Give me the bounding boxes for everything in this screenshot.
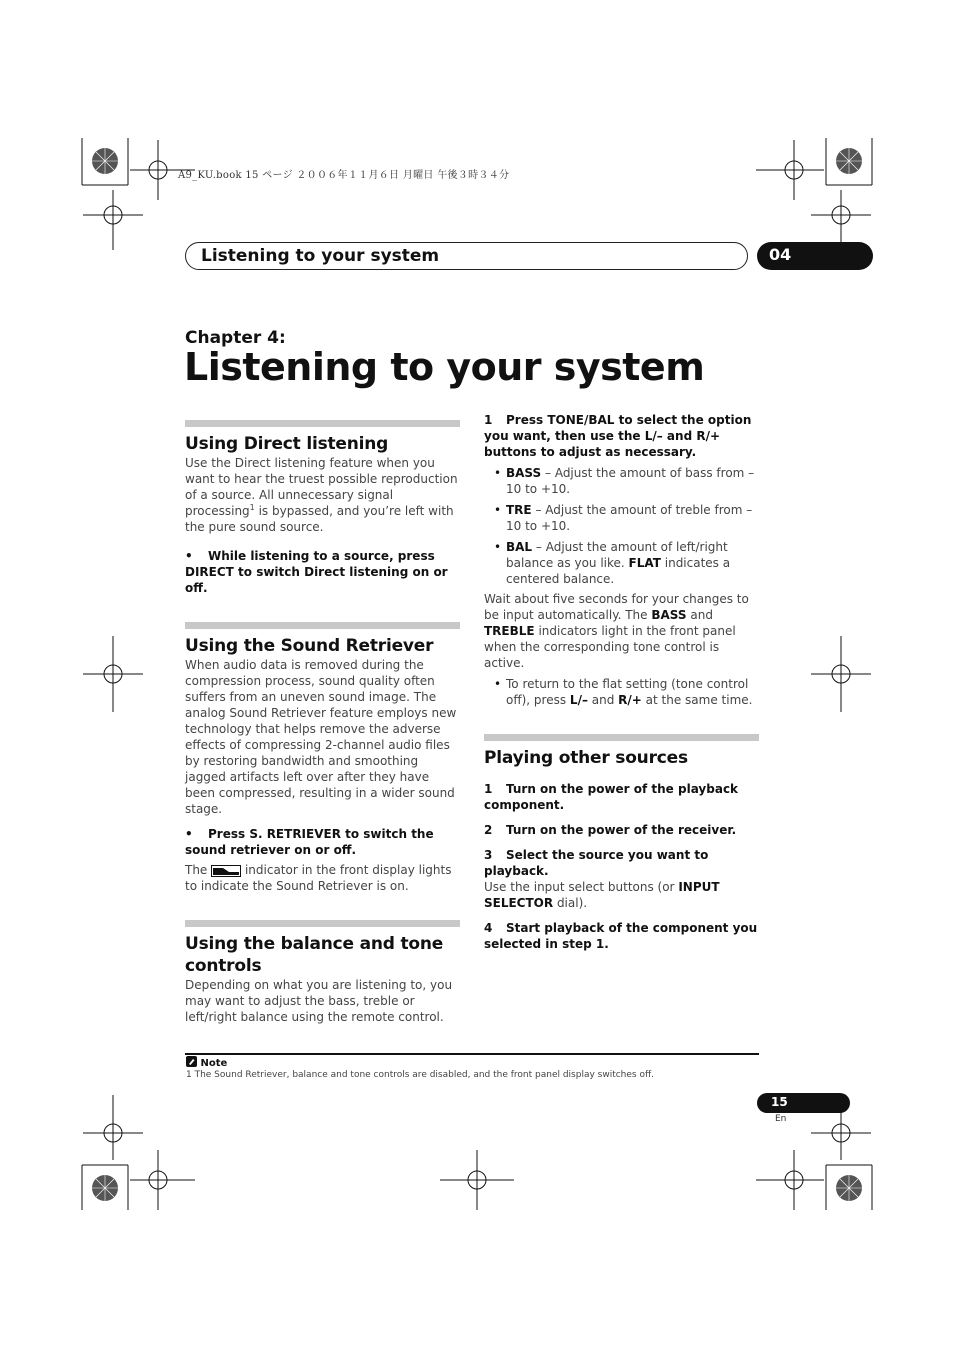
playing-step-3-body: [484, 879, 759, 911]
tone-option-treble: [484, 502, 759, 534]
page-number: 15: [771, 1095, 788, 1109]
chapter-number: 04: [769, 245, 792, 264]
playing-step-3: [484, 847, 759, 879]
step3-a: Use the input select buttons (or: [484, 880, 679, 894]
right-column: [484, 412, 759, 952]
section-rule: [484, 734, 759, 741]
wait-b: and: [686, 608, 713, 622]
step-text: Press TONE/BAL to select the option you want, then use the L/– and R/+ buttons to adjust as necessary.: [484, 413, 752, 459]
section-title: Listening to your system: [201, 246, 440, 266]
flat-r: R/+: [618, 693, 642, 707]
option-text: – Adjust the amount of treble from –10 to +10.: [506, 503, 753, 533]
option-text: – Adjust the amount of left/right balance as you like.: [506, 540, 728, 570]
flat-c: at the same time.: [641, 693, 753, 707]
sound-retriever-heading: Using the Sound Retriever: [185, 636, 434, 656]
sound-retriever-indicator-icon: [211, 865, 241, 877]
direct-listening-instruction: • While listening to a source, press DIRECT to switch Direct listening on or off.: [185, 549, 448, 595]
wait-treble: TREBLE: [484, 624, 535, 638]
note-rule: [185, 1053, 759, 1055]
balance-tone-heading: Using the balance and tone controls: [185, 934, 444, 976]
option-text-flat: indicates a centered balance.: [506, 556, 731, 586]
tone-option-balance: [484, 539, 759, 587]
playing-step-1: [484, 781, 759, 813]
wait-c: indicators light in the front panel when the corresponding tone control is active.: [484, 624, 736, 670]
step-text: Turn on the power of the playback component.: [484, 782, 739, 812]
retriever-indicator-note: [185, 862, 460, 894]
note-label-text: Note: [200, 1058, 228, 1069]
section-title-bar: [185, 242, 748, 270]
playing-step-2: [484, 822, 759, 838]
section-rule: [185, 920, 460, 927]
direct-instruction-text: While listening to a source, press DIRECT to switch Direct listening on or off.: [185, 549, 448, 595]
option-key-flat: FLAT: [628, 556, 661, 570]
print-header: A9_KU.book 15 ページ ２００６年１１月６日 月曜日 午後３時３４分: [178, 170, 510, 181]
footnote-text: 1 The Sound Retriever, balance and tone controls are disabled, and the front panel display switches off.: [186, 1070, 655, 1080]
wait-paragraph: [484, 591, 759, 671]
step-text: Start playback of the component you selected in step 1.: [484, 921, 758, 951]
note-label: [186, 1056, 227, 1069]
sound-retriever-body: When audio data is removed during the compression process, sound quality often suffers from an uneven sound image. The analog Sound Retriever feature employs new technology that helps remove the adverse effects of compressing 2-channel audio files by restoring bandwidth and smoothing jagged artifacts left over after they have been compressed, resulting in a wider sound stage.: [185, 658, 457, 816]
flat-l: L/–: [569, 693, 588, 707]
flat-b: and: [587, 693, 619, 707]
option-key: BASS: [506, 466, 542, 480]
section-rule: [185, 420, 460, 427]
flat-a: To return to the flat setting (tone control off), press: [506, 677, 749, 707]
playing-step-4: [484, 920, 759, 952]
step-number: 3: [484, 848, 493, 862]
left-column: [185, 420, 460, 1025]
direct-body-b: is bypassed, and you’re left with the pure sound source.: [185, 504, 454, 534]
section-rule: [185, 622, 460, 629]
direct-listening-heading: Using Direct listening: [185, 434, 389, 454]
indicator-pre: The: [185, 863, 212, 877]
step-number: 1: [484, 782, 493, 796]
option-key: BAL: [506, 540, 533, 554]
step3-b: dial).: [553, 896, 588, 910]
tone-step-1: [484, 412, 759, 460]
page-number-tab: [757, 1093, 850, 1113]
direct-listening-body: [185, 455, 460, 535]
chapter-title: Listening to your system: [184, 345, 705, 389]
flat-setting-list: [484, 676, 759, 708]
flat-setting-tip: [484, 676, 759, 708]
step-number: 4: [484, 921, 493, 935]
playing-other-sources-heading: Playing other sources: [484, 748, 688, 768]
step-text: Turn on the power of the receiver.: [506, 823, 737, 837]
option-key: TRE: [506, 503, 532, 517]
chapter-label: Chapter 4:: [185, 328, 286, 348]
retriever-instruction-text: Press S. RETRIEVER to switch the sound retriever on or off.: [185, 827, 434, 857]
tone-options-list: [484, 465, 759, 587]
wait-bass: BASS: [651, 608, 687, 622]
step-number: 1: [484, 413, 493, 427]
wait-a: Wait about five seconds for your changes to be input automatically. The: [484, 592, 749, 622]
balance-tone-body: Depending on what you are listening to, you may want to adjust the bass, treble or left/right balance using the remote control.: [185, 978, 453, 1024]
tone-option-bass: [484, 465, 759, 497]
step3-input-selector: INPUT SELECTOR: [484, 880, 720, 910]
option-text: – Adjust the amount of bass from –10 to +10.: [506, 466, 755, 496]
footnote-ref: 1: [249, 503, 255, 512]
direct-body-a: Use the Direct listening feature when you want to hear the truest possible reproduction of a source. All unnecessary signal processing: [185, 456, 458, 518]
step-number: 2: [484, 823, 493, 837]
sound-retriever-instruction: • Press S. RETRIEVER to switch the sound retriever on or off.: [185, 827, 434, 857]
step-text: Select the source you want to playback.: [484, 848, 709, 878]
chapter-number-tab: [757, 242, 873, 270]
note-icon: [186, 1056, 197, 1067]
indicator-post: indicator in the front display lights to indicate the Sound Retriever is on.: [185, 863, 452, 893]
language-code: En: [775, 1114, 787, 1124]
